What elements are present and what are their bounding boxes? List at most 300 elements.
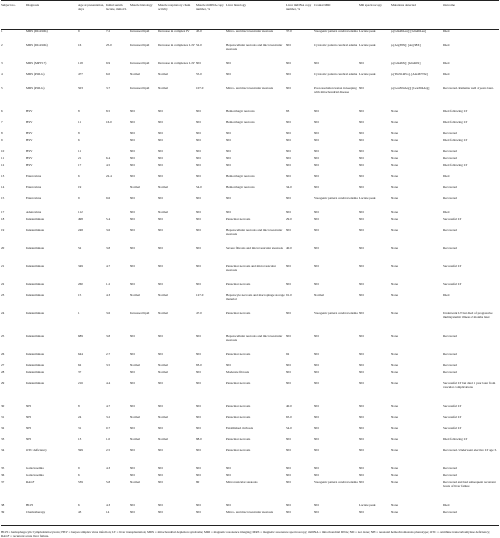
table-cell: None	[391, 381, 399, 385]
table-row	[1, 30, 499, 45]
table-cell	[106, 132, 130, 139]
table-cell: Normal	[130, 415, 140, 419]
table-cell: Panacinar necrosis	[226, 437, 251, 441]
table-cell: ND	[158, 156, 163, 160]
table-cell: 22	[1, 282, 5, 286]
table-cell: ND	[226, 149, 231, 153]
table-cell: 22.4	[106, 174, 112, 178]
table-cell: 127.0	[196, 293, 204, 297]
table-cell: MDS (POLG)	[26, 86, 45, 90]
table-cell: ND	[226, 163, 231, 167]
table-cell: Normal	[314, 293, 324, 297]
table-cell: ND	[130, 334, 135, 338]
table-cell: 216	[78, 381, 83, 385]
table-cell: ND	[286, 210, 291, 214]
table-cell: ND	[286, 264, 291, 268]
table-cell: None	[391, 466, 399, 470]
table-cell: MDS (POLG)	[26, 72, 45, 76]
table-cell: ND	[359, 163, 364, 167]
table-cell: HSV	[26, 120, 33, 124]
table-cell: p.[Gln46Leu]; [Gln46Leu]	[391, 29, 426, 33]
column-header: Subject no.	[1, 1, 26, 30]
table-cell: 15	[1, 196, 5, 200]
table-cell: 19	[1, 228, 5, 232]
table-cell: ND	[314, 138, 319, 142]
table-cell: 6	[78, 138, 80, 142]
table-cell: 3.2	[106, 415, 111, 419]
table-cell: 34	[1, 448, 5, 452]
table-cell: 24	[78, 415, 82, 419]
table-cell: 6.4	[106, 156, 111, 160]
table-cell: Increased lipid	[130, 43, 150, 47]
table-cell: ND	[158, 352, 163, 356]
table-cell: ND	[359, 448, 364, 452]
table-cell: ND	[130, 210, 135, 214]
table-cell: Died following LT	[443, 138, 468, 142]
table-cell: 62	[78, 363, 82, 367]
table-cell: ND	[158, 466, 163, 470]
table-cell: 4.3	[106, 503, 111, 507]
table-cell: ND	[196, 503, 201, 507]
table-cell: 14	[106, 511, 130, 526]
table-cell: 9	[78, 29, 80, 33]
table-cell: ND	[286, 473, 291, 477]
table-cell: ND	[130, 156, 135, 160]
table-cell: ND	[359, 185, 364, 189]
table-cell: 4.3	[106, 293, 111, 297]
table-cell: None	[391, 352, 399, 356]
table-row	[1, 405, 499, 416]
table-cell: None	[391, 282, 399, 286]
table-cell: ND	[196, 511, 226, 526]
table-cell: Recovered	[443, 196, 457, 200]
table-cell: ND	[286, 363, 291, 367]
table-cell: ND	[226, 72, 231, 76]
table-cell: Successful LT	[443, 415, 462, 419]
table-cell: ND	[286, 503, 291, 507]
table-cell: 248	[78, 228, 83, 232]
table-cell: None	[391, 363, 399, 367]
table-cell: 599	[78, 448, 83, 452]
table-cell: Vasogenic pattern cerebral edema	[314, 311, 358, 315]
table-cell: None	[391, 109, 399, 113]
table-cell: ND	[196, 264, 201, 268]
table-cell: Micro- and macrovesicular steatosis	[226, 86, 274, 90]
table-cell: Chemotherapy	[26, 511, 78, 526]
table-cell: ND	[314, 156, 319, 160]
table-cell: ND	[314, 131, 319, 135]
table-cell: 25.0	[106, 43, 112, 47]
table-cell: 4.7	[106, 404, 111, 408]
table-cell: ND	[196, 381, 201, 385]
table-row	[1, 73, 499, 87]
column-header: Initial serum lactate, mmol/L	[106, 1, 130, 30]
table-row	[1, 382, 499, 405]
table-cell: Recovered	[443, 511, 499, 526]
table-cell: Successful LT but died 1 year later from vascular complications	[443, 381, 496, 389]
table-cell: 28	[1, 370, 5, 374]
table-cell: Recovered	[443, 370, 457, 374]
table-cell: 5.8	[106, 480, 111, 484]
table-cell: 92	[286, 352, 290, 356]
table-cell: ND	[286, 61, 291, 65]
table-cell: ND	[314, 210, 319, 214]
table-cell: ND	[286, 448, 291, 452]
table-cell: ND	[196, 120, 201, 124]
table-cell: ND	[359, 480, 364, 484]
table-cell: Indeterminate	[26, 370, 45, 374]
table-row	[1, 312, 499, 335]
table-cell: ND	[130, 352, 135, 356]
table-row	[1, 44, 499, 62]
table-cell: 9	[1, 138, 3, 142]
table-cell: 83	[286, 109, 290, 113]
table-cell: Normal	[158, 370, 168, 374]
table-cell: ND	[130, 503, 135, 507]
table-cell: 29	[1, 381, 5, 385]
table-cell: 3.6	[106, 311, 111, 315]
table-cell: Increased lipid	[130, 29, 150, 33]
table-cell: 26	[1, 352, 5, 356]
table-cell: 39	[1, 511, 26, 526]
table-cell: 3.6	[106, 228, 111, 232]
table-cell: 6	[78, 174, 80, 178]
table-cell: ND	[196, 448, 201, 452]
table-cell: Recovered	[443, 131, 457, 135]
table-cell: Moderate fibrosis	[226, 370, 250, 374]
table-cell: 18	[1, 217, 5, 221]
table-cell: ND	[314, 415, 319, 419]
table-cell: Died following LT	[443, 120, 468, 124]
table-cell: ND	[158, 473, 163, 477]
table-cell: Died	[443, 174, 450, 178]
table-cell: None	[391, 404, 399, 408]
table-cell: Lactate peak	[359, 29, 376, 33]
table-cell: p.[Thr914Pro], [Ala467Thr]	[391, 72, 428, 76]
table-cell: Died	[443, 503, 450, 507]
table-cell: 11	[78, 149, 82, 153]
table-cell: 1.0	[106, 437, 111, 441]
table-cell: 9	[78, 196, 80, 200]
table-cell: Hepatocyte necrosis and macrophage storage material	[226, 293, 285, 301]
table-cell: Hepatocellular necrosis and microvesicular steatosis	[226, 228, 283, 236]
table-cell: ND	[359, 61, 364, 65]
table-row	[1, 449, 499, 467]
table-cell: Panacinar necrosis	[226, 282, 251, 286]
table-cell: ND	[226, 363, 231, 367]
table-cell: ND	[196, 131, 201, 135]
table-row	[1, 438, 499, 449]
table-cell: ND	[359, 352, 364, 356]
table-cell: ND	[359, 473, 364, 477]
table-cell: 23	[1, 293, 5, 297]
table-cell: 17	[78, 163, 82, 167]
table-cell: ND	[130, 217, 135, 221]
table-cell: Galactosemia	[26, 473, 44, 477]
table-cell: Lactate peak	[359, 72, 376, 76]
table-cell: 9	[78, 466, 80, 470]
table-cell: 37	[78, 370, 82, 374]
table-cell: Vasogenic pattern cerebral edema	[314, 196, 358, 200]
table-cell: 33	[1, 437, 5, 441]
column-header: Outcome	[443, 1, 499, 30]
table-cell: 29.0	[286, 217, 292, 221]
table-cell: ND	[130, 426, 135, 430]
table-cell: ND	[286, 282, 291, 286]
table-cell: Increased lipid	[130, 61, 150, 65]
table-cell: Hemorrhagic necrosis	[226, 185, 255, 189]
table-cell: 349	[78, 264, 83, 268]
table-cell: ND	[158, 138, 163, 142]
table-cell: None	[391, 131, 399, 135]
table-cell: 10	[1, 149, 5, 153]
table-cell: Indeterminate	[26, 217, 45, 221]
table-cell: 80	[196, 480, 200, 484]
table-cell: Normal	[158, 210, 168, 214]
table-cell: Panacinar necrosis	[226, 217, 251, 221]
table-cell: ND	[196, 138, 201, 142]
table-cell: 4.4	[106, 381, 111, 385]
table-cell: ND	[130, 120, 135, 124]
table-cell: Cytotoxic pattern cerebral edema	[314, 43, 358, 47]
table-cell: 15	[78, 293, 82, 297]
table-cell: MDS (DGUOK)	[26, 29, 48, 33]
table-cell: ND	[314, 363, 319, 367]
table-cell: 118	[78, 61, 83, 65]
table-cell: ND	[158, 217, 163, 221]
table-cell: Post-resolution lesion in keeping with mitochondrial disease	[314, 86, 357, 94]
table-cell: 7	[1, 120, 3, 124]
table-cell: ND	[158, 426, 163, 430]
table-cell: ND	[359, 109, 364, 113]
table-cell: 260	[78, 282, 83, 286]
table-cell: ND	[286, 120, 291, 124]
column-header: Cranial MRI	[314, 1, 359, 30]
table-cell: Lactate peak	[359, 196, 376, 200]
table-cell: Indeterminate	[26, 246, 45, 250]
table-cell: ND	[286, 511, 314, 526]
table-row	[1, 197, 499, 211]
table-cell: Died following LT	[443, 163, 468, 167]
table-cell: MDS (MPV17)	[26, 61, 47, 65]
table-cell: 2	[1, 43, 3, 47]
table-cell: 35	[1, 466, 5, 470]
table-cell: Normal	[158, 185, 168, 189]
table-cell: ND	[359, 293, 364, 297]
table-cell: ND	[158, 196, 163, 200]
table-cell: Enterovirus	[26, 185, 42, 189]
table-cell: ND	[158, 246, 163, 250]
table-cell: Died	[443, 210, 450, 214]
table-cell: ND	[226, 61, 231, 65]
table-cell: 503	[78, 86, 83, 90]
table-cell: ND	[314, 503, 319, 507]
table-cell: ND	[314, 448, 319, 452]
table-cell: ND	[196, 370, 201, 374]
table-cell: 6	[1, 109, 3, 113]
table-cell: 47.0	[196, 311, 202, 315]
table-cell: ND	[286, 480, 291, 484]
table-cell: ND	[196, 228, 201, 232]
table-cell: ND	[158, 404, 163, 408]
table-cell: 8	[78, 109, 80, 113]
table-cell: 3.5	[106, 363, 111, 367]
table-cell: ND	[359, 466, 364, 470]
table-cell: ND	[158, 228, 163, 232]
table-cell: 20	[1, 246, 5, 250]
table-cell: 0.7	[106, 426, 111, 430]
table-cell: ND	[359, 174, 364, 178]
table-cell: ND	[314, 352, 319, 356]
table-cell: 11	[78, 120, 82, 124]
table-cell: 88.0	[196, 437, 202, 441]
table-cell: ND	[359, 156, 364, 160]
table-cell: Indeterminate	[26, 228, 45, 232]
table-cell: ND	[286, 174, 291, 178]
table-cell: Decrease in complexes I–IV	[158, 61, 195, 65]
table-cell: 55.0	[196, 72, 202, 76]
table-cell: Normal	[130, 293, 140, 297]
table-cell: Hemorrhagic necrosis	[226, 174, 255, 178]
table-cell: 38	[1, 503, 5, 507]
table-cell: None	[391, 293, 399, 297]
table-cell: ND	[130, 246, 135, 250]
table-cell: 498	[78, 217, 83, 221]
table-cell: ND	[196, 404, 201, 408]
table-cell: ND	[130, 163, 135, 167]
table-cell: Died	[443, 293, 450, 297]
table-cell: Micro- and macrovesicular steatosis	[226, 29, 274, 33]
table-cell: ND	[196, 352, 201, 356]
table-cell: Galactosemia	[26, 466, 44, 470]
table-cell: 40.0	[286, 246, 292, 250]
table-body	[1, 30, 499, 526]
table-cell: None	[391, 174, 399, 178]
table-cell: 24	[1, 311, 5, 315]
table-cell: Adenovirus	[26, 210, 42, 214]
table-cell: None	[391, 138, 399, 142]
table-cell: ND	[314, 426, 319, 430]
table-cell: ND	[359, 415, 364, 419]
table-row	[1, 353, 499, 364]
table-cell: ND	[130, 131, 135, 135]
table-cell: 1.2	[106, 282, 111, 286]
table-row	[1, 150, 499, 157]
table-cell: NH	[26, 404, 31, 408]
table-cell: Indeterminate	[26, 293, 45, 297]
table-cell: ND	[130, 370, 135, 374]
table-cell: Normal	[130, 480, 140, 484]
table-cell: 21	[78, 156, 82, 160]
table-cell: None	[391, 426, 399, 430]
table-cell: Indeterminate	[26, 352, 45, 356]
table-cell: Indeterminate	[26, 334, 45, 338]
table-cell: Successful LT	[443, 217, 462, 221]
table-cell: Normal	[130, 363, 140, 367]
table-cell: ND	[286, 163, 291, 167]
table-cell: ND	[286, 149, 291, 153]
table-cell: Hemorrhagic necrosis	[226, 120, 255, 124]
table-cell: ND	[359, 437, 364, 441]
table-cell: HSV	[26, 138, 33, 142]
table-cell: Normal	[158, 72, 168, 76]
table-cell: ND	[130, 138, 135, 142]
table-cell: 539	[78, 480, 83, 484]
table-cell: None	[391, 120, 399, 124]
table-cell: 689	[78, 334, 83, 338]
table-cell: ND	[359, 210, 364, 214]
column-header: Liver mtDNA copy number, %	[286, 1, 314, 30]
table-cell: ND	[226, 473, 231, 477]
table-cell: Hemorrhagic necrosis	[226, 109, 255, 113]
table-cell: 4.3	[106, 466, 111, 470]
table-cell: 5	[1, 86, 3, 90]
table-row	[1, 139, 499, 150]
table-cell: 31	[1, 415, 5, 419]
table-cell: ND	[196, 163, 201, 167]
table-cell: ND	[359, 334, 364, 338]
table-cell: ND	[130, 404, 135, 408]
table-cell: 16	[78, 43, 82, 47]
table-row	[1, 265, 499, 283]
table-cell: 6.0	[106, 72, 111, 76]
table-cell: None	[391, 264, 399, 268]
table-cell: ND	[286, 437, 291, 441]
table-cell: 3.7	[106, 86, 111, 90]
table-cell: Normal	[130, 185, 140, 189]
table-cell: RALF	[26, 480, 35, 484]
table-cell: Panacinar necrosis	[226, 311, 251, 315]
table-row	[1, 481, 499, 504]
table-cell: Recovered and had subsequent recurrent bouts of liver failure	[443, 480, 496, 488]
table-cell: 17	[1, 210, 5, 214]
table-cell: Indeterminate	[26, 363, 45, 367]
table-cell: HSV	[26, 149, 33, 153]
table-cell: Recovered	[443, 156, 457, 160]
table-cell: 477	[78, 72, 83, 76]
table-cell: Lactate peak	[359, 503, 376, 507]
table-cell: ND	[158, 163, 163, 167]
table-footnote: HLH = hemophagocytic lymphohistiocytosis; HSV = herpes simplex virus infection; LT = liver transplantation; MDS = mitochondrial depletion syndrome; MRI = magnetic resonance imaging; MRS = magnetic resonance spectroscopy; mtDNA = mitochondrial DNA; ND = not done; NH = neonatal hemochromatosis phenotype; OTC = ornithine transcarbamylase deficiency; RALF = recurrent acute liver failure.	[1, 530, 491, 538]
table-cell: None	[391, 511, 443, 526]
table-cell: Vasogenic pattern cerebral edema	[314, 480, 358, 484]
table-row	[1, 294, 499, 312]
table-cell: 6	[78, 503, 80, 507]
table-cell: ND	[158, 149, 163, 153]
table-cell: ND	[196, 210, 201, 214]
table-cell: 4	[1, 72, 3, 76]
table-cell: 4.5	[106, 163, 111, 167]
table-cell: ND	[359, 404, 364, 408]
table-cell: None	[391, 217, 399, 221]
table-cell: Hepatocellular necrosis and microvesicular steatosis	[226, 334, 283, 342]
table-row	[1, 364, 499, 371]
table-cell: ND	[130, 149, 135, 153]
column-header: Muscle mtDNA copy number, %	[196, 1, 226, 30]
table-cell: ND	[196, 473, 201, 477]
table-cell: 54.0	[196, 185, 202, 189]
table-cell: ND	[314, 217, 319, 221]
table-cell: ND	[359, 363, 364, 367]
table-cell: 644	[78, 352, 83, 356]
table-cell: ND	[130, 448, 135, 452]
table-cell: ND	[314, 473, 319, 477]
table-cell: ND	[314, 404, 319, 408]
table-cell: ND	[286, 196, 291, 200]
table-cell: ND	[226, 210, 231, 214]
table-cell: None	[391, 437, 399, 441]
table-cell: Panacinar necrosis	[226, 415, 251, 419]
